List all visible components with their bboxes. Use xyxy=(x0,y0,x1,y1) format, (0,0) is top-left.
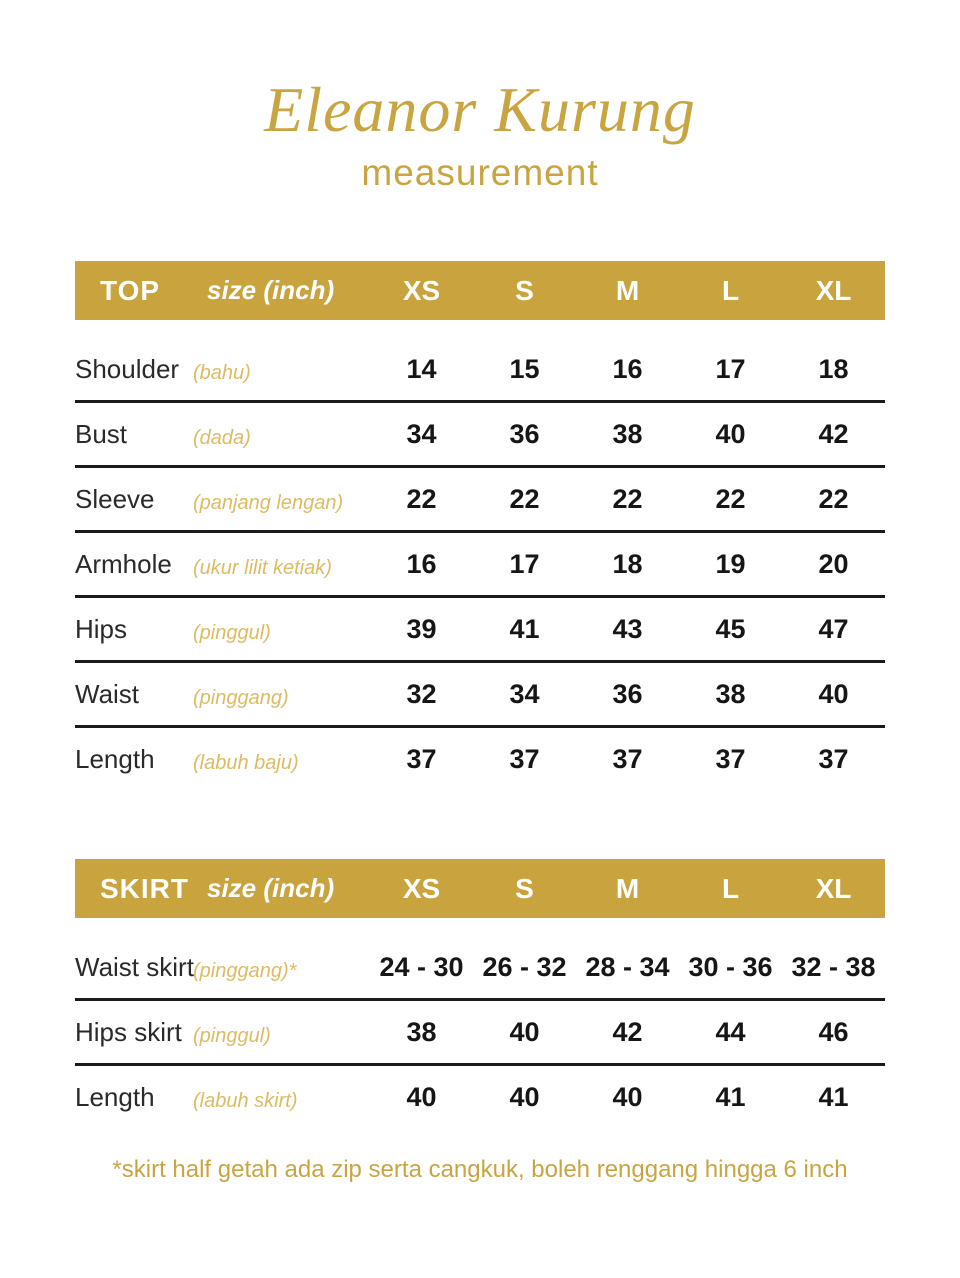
measurement-value: 26 - 32 xyxy=(482,951,567,982)
measurement-value: 24 - 30 xyxy=(379,951,464,982)
measurement-value: 40 xyxy=(509,1016,540,1047)
measurement-value: 22 xyxy=(715,483,746,514)
skirt-footnote: *skirt half getah ada zip serta cangkuk, boleh renggang hingga 6 inch xyxy=(112,1156,848,1183)
table-row xyxy=(75,663,885,728)
measurement-label: Hips xyxy=(75,613,128,644)
measurement-label-malay: (panjang lengan) xyxy=(193,491,344,514)
measurement-value: 47 xyxy=(818,613,849,644)
size-column-header: S xyxy=(515,274,534,306)
measurement-value: 38 xyxy=(406,1016,437,1047)
measurement-value: 44 xyxy=(715,1016,746,1047)
measurement-value: 30 - 36 xyxy=(688,951,773,982)
measurement-value: 34 xyxy=(406,418,437,449)
measurement-value: 40 xyxy=(612,1081,643,1112)
measurement-value: 32 - 38 xyxy=(791,951,876,982)
measurement-value: 22 xyxy=(509,483,540,514)
skirt-size-table xyxy=(75,859,885,1128)
measurement-label: Bust xyxy=(75,418,128,449)
measurement-value: 37 xyxy=(715,743,746,774)
measurement-label: Waist xyxy=(75,678,140,709)
size-column-header: L xyxy=(721,872,740,904)
table-row xyxy=(75,936,885,1001)
measurement-value: 14 xyxy=(406,353,437,384)
measurement-value: 18 xyxy=(818,353,849,384)
measurement-value: 41 xyxy=(509,613,540,644)
measurement-value: 16 xyxy=(612,353,643,384)
measurement-value: 37 xyxy=(509,743,540,774)
measurement-value: 42 xyxy=(612,1016,643,1047)
size-column-header: L xyxy=(721,274,740,306)
table-row xyxy=(75,728,885,790)
measurement-value: 17 xyxy=(715,353,746,384)
measurement-value: 41 xyxy=(715,1081,746,1112)
measurement-value: 38 xyxy=(715,678,746,709)
top-size-table xyxy=(75,261,885,790)
measurement-value: 40 xyxy=(509,1081,540,1112)
measurement-value: 45 xyxy=(715,613,746,644)
measurement-value: 17 xyxy=(509,548,540,579)
size-column-header: M xyxy=(615,872,640,904)
size-unit-label: size (inch) xyxy=(207,873,335,903)
measurement-value: 43 xyxy=(612,613,643,644)
measurement-value: 37 xyxy=(406,743,437,774)
measurement-value: 22 xyxy=(612,483,643,514)
measurement-label: Waist skirt xyxy=(75,951,194,982)
measurement-value: 15 xyxy=(509,353,540,384)
measurement-label-malay: (pinggul) xyxy=(193,621,271,644)
measurement-value: 37 xyxy=(612,743,643,774)
page-title: Eleanor Kurung xyxy=(264,74,696,145)
measurement-label-malay: (labuh skirt) xyxy=(193,1089,298,1112)
measurement-value: 18 xyxy=(612,548,643,579)
measurement-value: 34 xyxy=(509,678,540,709)
table-row xyxy=(75,403,885,468)
size-column-header: XL xyxy=(815,274,852,306)
size-column-header: M xyxy=(615,274,640,306)
measurement-label-malay: (pinggul) xyxy=(193,1024,271,1047)
size-unit-label: size (inch) xyxy=(207,275,335,305)
measurement-value: 37 xyxy=(818,743,849,774)
measurement-value: 20 xyxy=(818,548,849,579)
size-column-header: XS xyxy=(402,274,441,306)
measurement-value: 16 xyxy=(406,548,437,579)
table-row xyxy=(75,533,885,598)
measurement-label: Sleeve xyxy=(75,483,155,514)
measurement-value: 38 xyxy=(612,418,643,449)
measurement-value: 46 xyxy=(818,1016,849,1047)
table-rows xyxy=(75,918,885,1128)
measurement-label: Shoulder xyxy=(75,353,180,384)
table-name: TOP xyxy=(100,274,161,306)
measurement-value: 22 xyxy=(406,483,437,514)
table-row xyxy=(75,1001,885,1066)
measurement-value: 36 xyxy=(509,418,540,449)
measurement-value: 32 xyxy=(406,678,437,709)
table-row xyxy=(75,1066,885,1128)
measurement-value: 41 xyxy=(818,1081,849,1112)
table-row xyxy=(75,338,885,403)
measurement-label-malay: (bahu) xyxy=(193,361,251,384)
measurement-value: 28 - 34 xyxy=(585,951,670,982)
measurement-value: 36 xyxy=(612,678,643,709)
size-chart-page xyxy=(0,74,960,1184)
measurement-value: 22 xyxy=(818,483,849,514)
measurement-label-malay: (ukur lilit ketiak) xyxy=(193,556,332,579)
top-table-header xyxy=(75,261,885,320)
measurement-label-malay: (labuh baju) xyxy=(193,751,299,774)
measurement-value: 19 xyxy=(715,548,746,579)
measurement-value: 40 xyxy=(406,1081,437,1112)
size-column-header: XL xyxy=(815,872,852,904)
measurement-value: 42 xyxy=(818,418,849,449)
measurement-label-malay: (pinggang)* xyxy=(193,959,297,982)
table-row xyxy=(75,468,885,533)
size-column-header: S xyxy=(515,872,534,904)
measurement-label: Length xyxy=(75,1081,155,1112)
measurement-label: Hips skirt xyxy=(75,1016,182,1047)
table-name: SKIRT xyxy=(100,872,189,904)
measurement-label-malay: (pinggang) xyxy=(193,686,289,709)
skirt-table-header xyxy=(75,859,885,918)
measurement-label: Armhole xyxy=(75,548,172,579)
table-rows xyxy=(75,320,885,790)
measurement-label-malay: (dada) xyxy=(193,426,251,449)
measurement-value: 40 xyxy=(818,678,849,709)
measurement-value: 39 xyxy=(406,613,437,644)
measurement-label: Length xyxy=(75,743,155,774)
table-row xyxy=(75,598,885,663)
tables-container xyxy=(0,261,960,1128)
page-subtitle: measurement xyxy=(361,152,599,193)
size-column-header: XS xyxy=(402,872,441,904)
measurement-value: 40 xyxy=(715,418,746,449)
